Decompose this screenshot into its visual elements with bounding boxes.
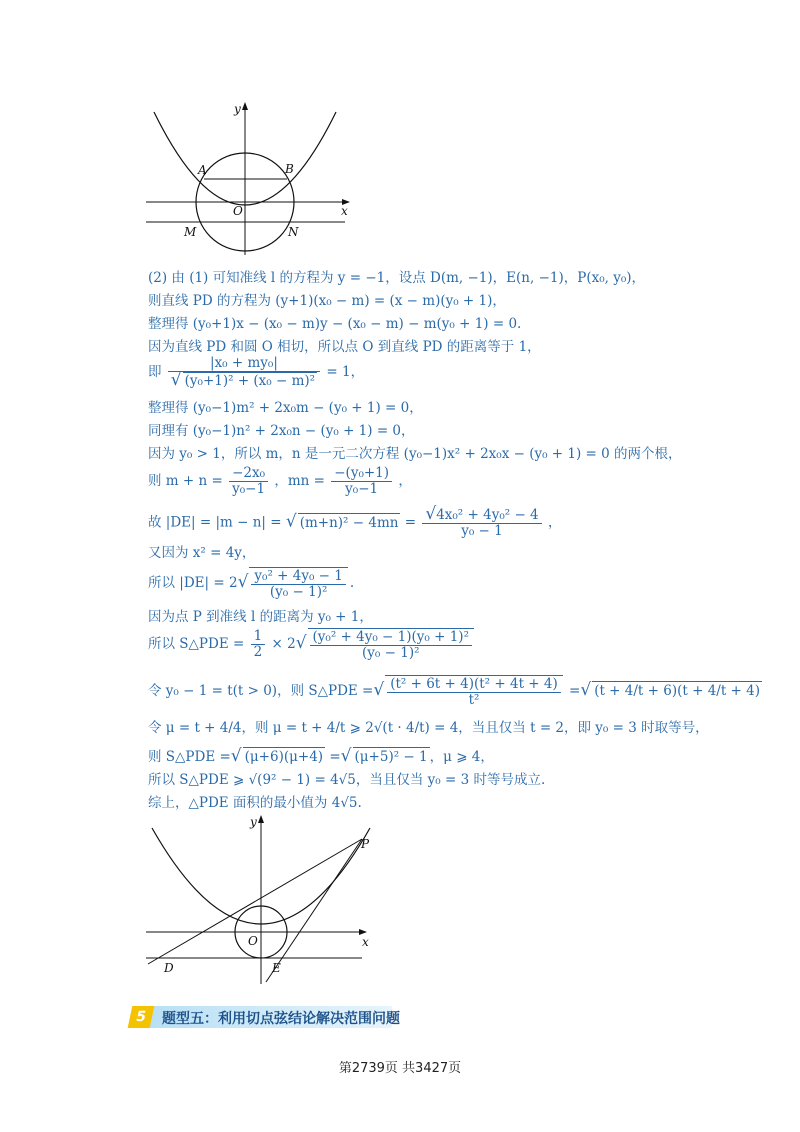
denominator: (y₀ − 1)²	[269, 584, 328, 600]
label-b: B	[285, 162, 294, 176]
denominator: y₀−1	[345, 481, 379, 497]
radicand: (μ+6)(μ+4)	[244, 749, 324, 765]
label-d: D	[164, 961, 174, 975]
label-y: y	[250, 815, 257, 829]
text: 则 m + n =	[148, 473, 223, 489]
denominator: y₀ − 1	[461, 523, 503, 539]
text: ，	[398, 473, 412, 489]
solution-line-4: 因为直线 PD 和圆 O 相切，所以点 O 到直线 PD 的距离等于 1，	[148, 339, 541, 355]
text: =	[404, 514, 417, 531]
denominator: (y₀ − 1)²	[362, 645, 420, 661]
numerator: (y₀² + 4y₀ − 1)(y₀ + 1)²	[310, 630, 472, 646]
text: = 1，	[326, 364, 365, 380]
product-fraction	[331, 466, 392, 497]
y-arrow	[258, 815, 264, 823]
numerator: −(y₀+1)	[331, 466, 392, 482]
solution-line-8: 因为 y₀ > 1，所以 m，n 是一元二次方程 (y₀−1)x² + 2x₀x − (y₀ + 1) = 0 的两个根，	[148, 446, 682, 462]
label-o: O	[248, 934, 258, 948]
radicand: (y₀+1)² + (x₀ − m)²	[184, 373, 316, 389]
label-n: N	[288, 225, 299, 239]
text: 所以 S△PDE =	[148, 636, 245, 652]
label-o: O	[233, 204, 243, 218]
radicand: 4x₀² + 4y₀² − 4	[436, 507, 539, 523]
denominator: t²	[468, 692, 480, 708]
distance-fraction	[168, 356, 320, 389]
text: ，	[547, 514, 562, 531]
radicand: (μ+5)² − 1	[354, 749, 428, 765]
solution-line-10: 故 |DE| = |m − n| = √ (m+n)² − 4mn = $\frac{\text{√4x₀² + 4y₀² − 4}}{\text{y₀ − 1}}$ ，	[148, 504, 562, 539]
text: 令 y₀ − 1 = t(t > 0)，则 S△PDE =	[148, 683, 374, 699]
solution-line-6: 整理得 (y₀−1)m² + 2x₀m − (y₀ + 1) = 0，	[148, 400, 423, 416]
section-banner	[130, 1004, 400, 1028]
solution-line-9	[148, 466, 412, 497]
numerator: |x₀ + my₀|	[168, 356, 320, 372]
sum-fraction	[229, 466, 268, 497]
solution-line-15: 令 y₀ − 1 = t(t > 0)，则 S△PDE =√ $\frac{\text{(t² + 6t + 4)(t² + 4t + 4)}}{\text{t²}}$ =√ (t + 4/t + 6)(t + 4/t + 4)	[148, 676, 760, 708]
denominator: √ (y₀+1)² + (x₀ − m)²	[170, 370, 316, 390]
solution-line-18: 所以 S△PDE ⩾ √(9² − 1) = 4√5，当且仅当 y₀ = 3 时等号成立.	[148, 772, 546, 788]
radicand: (m+n)² − 4mn	[299, 514, 399, 531]
text: =	[569, 683, 581, 699]
numerator: (t² + 6t + 4)(t² + 4t + 4)	[387, 677, 561, 693]
de-fraction	[422, 504, 541, 539]
solution-line-17: 则 S△PDE =√ (μ+6)(μ+4) =√ (μ+5)² − 1 ，μ ⩾ 4，	[148, 746, 494, 766]
label-y: y	[234, 102, 241, 116]
solution-line-3: 整理得 (y₀+1)x − (x₀ − m)y − (x₀ − m) − m(y₀ + 1) = 0.	[148, 316, 522, 332]
solution-line-19: 综上，△PDE 面积的最小值为 4√5.	[148, 795, 362, 811]
label-p: P	[361, 837, 370, 851]
text: =	[329, 749, 341, 765]
text: 则 S△PDE =	[148, 749, 231, 765]
text: 故 |DE| = |m − n| =	[148, 514, 282, 531]
denominator: 2	[253, 644, 263, 660]
substitution-fraction	[385, 675, 563, 708]
solution-line-5	[148, 356, 364, 389]
half-fraction	[251, 629, 266, 660]
numerator: −2x₀	[229, 466, 268, 482]
solution-line-13: 因为点 P 到准线 l 的距离为 y₀ + 1，	[148, 609, 373, 625]
numerator: y₀² + 4y₀ − 1	[251, 569, 345, 585]
area-radical-fraction	[308, 628, 474, 661]
solution-line-7: 同理有 (y₀−1)n² + 2x₀n − (y₀ + 1) = 0，	[148, 423, 415, 439]
y-arrow	[242, 102, 248, 110]
banner-title: 题型五：利用切点弦结论解决范围问题	[162, 1011, 400, 1027]
text: .	[349, 575, 355, 591]
numerator: 1	[251, 629, 266, 645]
text: × 2	[271, 636, 296, 652]
de-radical-fraction	[249, 567, 347, 600]
text: ，mn =	[274, 473, 325, 489]
radicand: (t + 4/t + 6)(t + 4/t + 4)	[594, 683, 760, 699]
solution-line-11: 又因为 x² = 4y，	[148, 545, 256, 561]
denominator: y₀−1	[232, 481, 266, 497]
banner-number: 5	[128, 1006, 155, 1028]
solution-line-12: 所以 |DE| = 2√ $\frac{\text{y₀² + 4y₀ − 1}}{\text{(y₀ − 1)²}}$ .	[148, 568, 355, 600]
label-x: x	[362, 935, 369, 949]
page-footer: 第2739页 共3427页	[338, 1061, 462, 1076]
numerator: √4x₀² + 4y₀² − 4	[422, 507, 541, 524]
label-m: M	[184, 225, 197, 239]
figure-tangent-triangle	[140, 812, 380, 987]
text: 所以 |DE| = 2	[148, 575, 238, 591]
text: 即	[148, 364, 162, 380]
solution-line-14: 所以 S△PDE = $\frac{1}{2}$ × 2√ $\frac{\text{(y₀² + 4y₀ − 1)(y₀ + 1)²}}{\text{(y₀ − 1)²}}$	[148, 628, 476, 661]
label-e: E	[272, 961, 281, 975]
solution-line-16: 令 μ = t + 4/4，则 μ = t + 4/t ⩾ 2√(t · 4/t) = 4，当且仅当 t = 2，即 y₀ = 3 时取等号，	[148, 720, 709, 736]
solution-line-2: 则直线 PD 的方程为 (y+1)(x₀ − m) = (x − m)(y₀ + 1)，	[148, 293, 506, 309]
label-a: A	[198, 163, 207, 177]
text: ，μ ⩾ 4，	[429, 749, 494, 765]
solution-line-1: (2) 由 (1) 可知准线 l 的方程为 y = −1，设点 D(m, −1)，E(n, −1)，P(x₀, y₀)，	[148, 270, 645, 286]
label-x: x	[341, 204, 348, 218]
figure-parabola-circle	[140, 100, 370, 260]
